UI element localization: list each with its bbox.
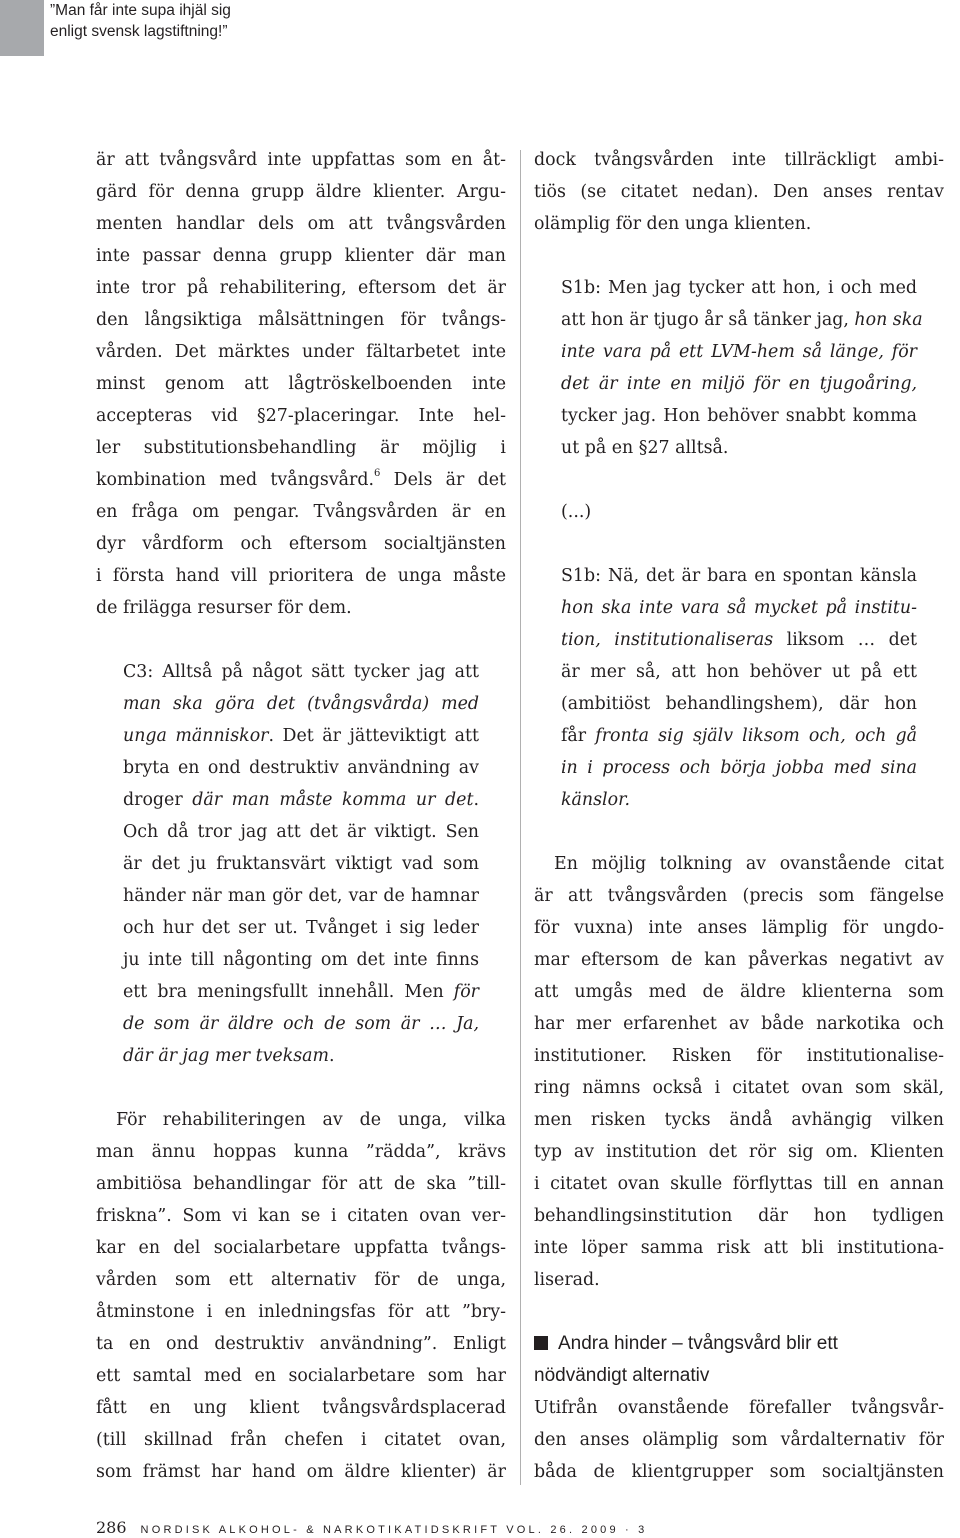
text-line: vården. Det märktes under fältarbetet inte <box>96 342 506 362</box>
text-line: är att tvångsvården (precis som fängelse <box>534 886 944 906</box>
text-line: båda de klientgrupper som socialtjänsten <box>534 1462 944 1482</box>
text-line: i första hand vill prioritera de unga måste <box>96 566 506 586</box>
text-line: den långsiktiga målsättningen för tvångs- <box>96 310 506 330</box>
text-line: den anses olämplig som vårdalternativ för <box>534 1430 944 1450</box>
running-head-line-1: ”Man får inte supa ihjäl sig <box>50 2 231 19</box>
text-line: som främst har hand om äldre klienter) är <box>96 1462 506 1482</box>
text-line: ambitiösa behandlingar för att de ska ”till- <box>96 1174 506 1194</box>
text-line: minst genom att lågtröskelboenden inte <box>96 374 506 394</box>
quote-line: är det ju fruktansvärt viktigt vad som <box>123 854 479 874</box>
quote-text: . <box>329 1046 335 1066</box>
quote-line: man ska göra det (tvångsvårda) med <box>123 694 479 714</box>
quote-omission: (...) <box>561 502 592 522</box>
text-line: gärd för denna grupp äldre klienter. Argu- <box>96 182 506 202</box>
text-line: inte tror på rehabilitering, eftersom det är <box>96 278 506 298</box>
quote-text: ett bra meningsfullt innehåll. Men <box>123 982 454 1002</box>
text-line: Utifrån ovanstående förefaller tvångsvår- <box>534 1398 944 1418</box>
page-number: 286 <box>96 1518 127 1537</box>
text-line: ta en ond destruktiv användning”. Enligt <box>96 1334 506 1354</box>
text-segment: kombination med tvångsvård. <box>96 470 375 490</box>
text-line: en fråga om pengar. Tvångsvården är en <box>96 502 506 522</box>
quote-text: . <box>473 790 479 810</box>
quote-line <box>561 720 917 752</box>
quote-line: C3: Alltså på något sätt tycker jag att <box>123 662 479 682</box>
text-line: tiös (se citatet nedan). Den anses rentav <box>534 182 944 202</box>
quote-line: (ambitiöst behandlingshem), där hon <box>561 694 917 714</box>
quote-line: in i process och börja jobba med sina <box>561 758 917 778</box>
left-column <box>96 144 506 1488</box>
text-line: har mer erfarenhet av både narkotika och <box>534 1014 944 1034</box>
section-heading <box>534 1328 944 1392</box>
column-divider <box>520 150 521 1485</box>
quote-line <box>123 720 479 752</box>
body-paragraph <box>534 144 944 240</box>
section-heading-line-2: nödvändigt alternativ <box>534 1365 710 1386</box>
quote-line: inte vara på ett LVM-hem så länge, för <box>561 342 917 362</box>
quote-line: det är inte en miljö för en tjugoåring, <box>561 374 917 394</box>
text-line: dock tvångsvården inte tillräckligt ambi- <box>534 150 944 170</box>
quote-line <box>123 1040 479 1072</box>
quote-line: och hur det ser ut. Tvånget i sig leder <box>123 918 479 938</box>
text-line: de frilägga resurser för dem. <box>96 598 352 618</box>
text-line: ett samtal med en socialarbetare som har <box>96 1366 506 1386</box>
text-line: fått en ung klient tvångsvårdsplacerad <box>96 1398 506 1418</box>
text-line: man ännu hoppas kunna ”rädda”, krävs <box>96 1142 506 1162</box>
page-footer <box>96 1518 647 1538</box>
quote-italic: där man måste komma ur det <box>192 790 474 810</box>
quote-line: ju inte till någonting om det inte finns <box>123 950 479 970</box>
quote-line: tycker jag. Hon behöver snabbt komma <box>561 406 917 426</box>
body-paragraph <box>96 144 506 624</box>
quote-italic: tion, institutionaliseras <box>561 630 774 650</box>
body-paragraph <box>534 1392 944 1488</box>
quote-italic: där är jag mer tveksam <box>123 1046 330 1066</box>
quote-line: bryta en ond destruktiv användning av <box>123 758 479 778</box>
quote-line: är mer så, att hon behöver ut på ett <box>561 662 917 682</box>
text-line: olämplig för den unga klienten. <box>534 214 812 234</box>
text-line: dyr vårdform och eftersom socialtjänsten <box>96 534 506 554</box>
quote-text: liksom … det <box>773 630 917 650</box>
text-line: kar en del socialarbetare uppfatta tvångs- <box>96 1238 506 1258</box>
body-paragraph <box>96 1104 506 1488</box>
quote-italic: för <box>453 982 479 1002</box>
text-line: typ av institution det rör sig om. Klienten <box>534 1142 944 1162</box>
quote-text: att hon är tjugo år så tänker jag, <box>561 310 855 330</box>
quote-line <box>561 624 917 656</box>
quote-line <box>123 784 479 816</box>
quote-line: S1b: Nä, det är bara en spontan känsla <box>561 566 917 586</box>
quote-italic: fronta sig själv liksom och, och gå <box>595 726 917 746</box>
text-line: i citatet ovan skulle förflyttas till en annan <box>534 1174 944 1194</box>
quote-line: känslor. <box>561 790 630 810</box>
text-line: vården som ett alternativ för de unga, <box>96 1270 506 1290</box>
text-line-with-footnote <box>96 464 506 496</box>
quote-italic: unga människor <box>123 726 269 746</box>
text-line: ler substitutionsbehandling är möjlig i <box>96 438 506 458</box>
text-line: accepteras vid §27-placeringar. Inte hel- <box>96 406 506 426</box>
text-line: (till skillnad från chefen i citatet ovan, <box>96 1430 506 1450</box>
text-line: inte löper samma risk att bli institutiona- <box>534 1238 944 1258</box>
quote-italic: hon ska <box>854 310 923 330</box>
running-head-line-2: enligt svensk lagstiftning!” <box>50 23 228 40</box>
quote-line: de som är äldre och de som är … Ja, <box>123 1014 479 1034</box>
interview-quote-c3 <box>96 656 479 1072</box>
interview-quote-s1b <box>534 272 923 816</box>
text-line: friskna”. Som vi kan se i citaten ovan ver- <box>96 1206 506 1226</box>
journal-name: NORDISK ALKOHOL- & NARKOTIKATIDSKRIFT VOL. 26. 2009 · 3 <box>140 1524 648 1536</box>
quote-line: S1b: Men jag tycker att hon, i och med <box>561 278 917 298</box>
text-line: menten handlar dels om att tvångsvården <box>96 214 506 234</box>
text-line: att umgås med de äldre klienterna som <box>534 982 944 1002</box>
text-line: En möjlig tolkning av ovanstående citat <box>554 854 944 874</box>
quote-line: hon ska inte vara så mycket på institu- <box>561 598 917 618</box>
quote-line: Och då tror jag att det är viktigt. Sen <box>123 822 479 842</box>
quote-line <box>123 976 479 1008</box>
text-line: inte passar denna grupp klienter där man <box>96 246 506 266</box>
quote-line: ut på en §27 alltså. <box>561 438 729 458</box>
text-line: är att tvångsvård inte uppfattas som en åt- <box>96 150 506 170</box>
quote-line <box>561 304 923 336</box>
text-line: för vuxna) inte anses lämplig för ungdo- <box>534 918 944 938</box>
text-line: liserad. <box>534 1270 600 1290</box>
body-paragraph <box>534 848 944 1296</box>
text-line: behandlingsinstitution där hon tydligen <box>534 1206 944 1226</box>
text-line: ring nämns också i citatet ovan som skäl, <box>534 1078 944 1098</box>
footnote-reference[interactable]: 6 <box>374 468 381 480</box>
text-line: åtminstone i en inledningsfas för att ”bry- <box>96 1302 506 1322</box>
text-line: mar eftersom de kan påverkas negativt av <box>534 950 944 970</box>
right-column <box>534 144 944 1488</box>
quote-line: händer när man gör det, var de hamnar <box>123 886 479 906</box>
section-heading-line-1: Andra hinder – tvångsvård blir ett <box>558 1333 838 1354</box>
text-line: institutioner. Risken för institutionalise- <box>534 1046 944 1066</box>
quote-text: droger <box>123 790 193 810</box>
heading-square-marker <box>534 1336 548 1350</box>
running-head <box>50 0 290 42</box>
text-segment: Dels är det <box>380 470 506 490</box>
quote-text: . Det är jätteviktigt att <box>268 726 480 746</box>
text-line: men risken tycks ändå avhängig vilken <box>534 1110 944 1130</box>
text-line: För rehabiliteringen av de unga, vilka <box>116 1110 506 1130</box>
quote-text: får <box>561 726 596 746</box>
running-head-marker <box>0 0 44 56</box>
